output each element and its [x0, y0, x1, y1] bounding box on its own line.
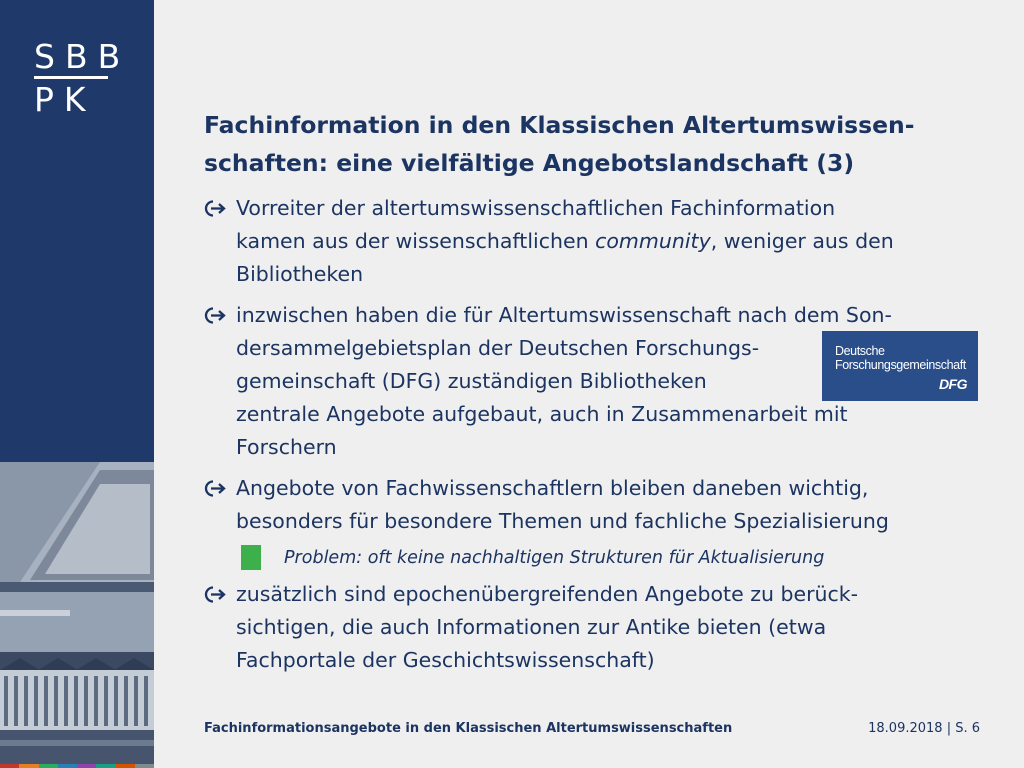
bullet-item [204, 472, 984, 538]
bullet-item [204, 578, 984, 677]
bullet-text: Vorreiter der altertumswissenschaftlichen Fachinformation [236, 196, 836, 220]
dfg-logo-mark: DFG [938, 376, 967, 392]
bullet-text: Forschern [236, 435, 337, 459]
bullet-item [204, 192, 984, 291]
bullet-text-part: , weniger aus den [710, 229, 894, 253]
building-photo [0, 462, 154, 768]
building-photo-illustration [0, 462, 154, 768]
bullet-text: zusätzlich sind epochenübergreifenden Angebote zu berück- [236, 582, 859, 606]
bullet-text: dersammelgebietsplan der Deutschen Forschungs- [236, 336, 760, 360]
slide-title-line: Fachinformation in den Klassischen Altertumswissen- [204, 111, 915, 139]
arrow-right-circle-icon [204, 299, 226, 332]
arrow-right-circle-icon [204, 578, 226, 611]
bullet-text-emphasis: community [595, 229, 711, 253]
slide-title-line: schaften: eine vielfältige Angebotslandschaft (3) [204, 149, 855, 177]
bullet-text: Fachportale der Geschichtswissenschaft) [236, 648, 655, 672]
sub-bullet [241, 543, 981, 573]
bullet-text: sichtigen, die auch Informationen zur Antike bieten (etwa [236, 615, 827, 639]
slide-title [204, 106, 994, 182]
bullet-text [236, 225, 984, 258]
sub-bullet-text: Problem: oft keine nachhaltigen Strukturen für Aktualisierung [284, 548, 825, 568]
bullet-text: besonders für besondere Themen und fachliche Spezialisierung [236, 509, 889, 533]
logo-divider [34, 76, 108, 79]
color-strip [0, 764, 154, 768]
bullet-text: inzwischen haben die für Altertumswissenschaft nach dem Son- [236, 303, 892, 327]
dfg-logo-line: Forschungsgemeinschaft [835, 358, 966, 372]
footer-title: Fachinformationsangebote in den Klassischen Altertumswissenschaften [204, 721, 733, 736]
dfg-logo [822, 331, 978, 401]
arrow-right-circle-icon [204, 472, 226, 505]
green-square-marker-icon [241, 545, 261, 570]
sidebar [0, 0, 154, 768]
bullet-text: Bibliotheken [236, 262, 364, 286]
logo-bottom-text: PK [34, 80, 96, 119]
footer-date-page: 18.09.2018 | S. 6 [868, 721, 980, 736]
sbb-pk-logo [34, 37, 131, 119]
bullet-text: Angebote von Fachwissenschaftlern bleiben daneben wichtig, [236, 476, 869, 500]
bullet-text: zentrale Angebote aufgebaut, auch in Zusammenarbeit mit [236, 402, 848, 426]
bullet-text: gemeinschaft (DFG) zuständigen Bibliotheken [236, 369, 707, 393]
dfg-logo-line: Deutsche [835, 344, 885, 358]
logo-top-text: SBB [34, 37, 131, 76]
arrow-right-circle-icon [204, 192, 226, 225]
bullet-text-part: kamen aus der wissenschaftlichen [236, 229, 596, 253]
